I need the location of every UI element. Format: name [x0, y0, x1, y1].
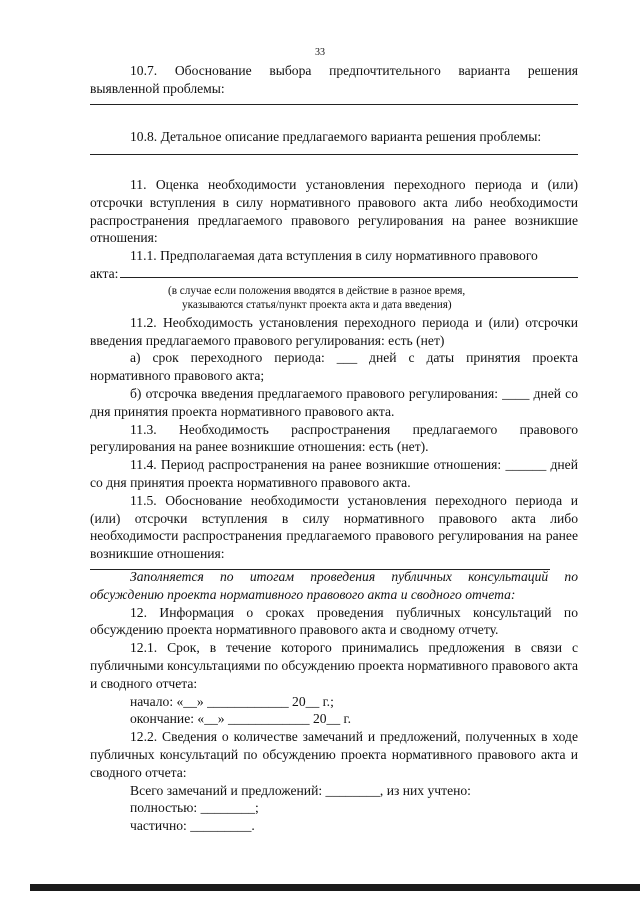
section-11-1-date-line: [90, 265, 578, 283]
note: [90, 284, 578, 313]
section-10-8-text: 10.8. Детальное описание предлагаемого варианта решения проблемы:: [130, 129, 542, 144]
total-count: Всего замечаний и предложений: ________, из них учтено:: [130, 782, 471, 798]
page-number: 33: [315, 47, 325, 58]
section-11: [90, 176, 578, 570]
section-11-text: 11. Оценка необходимости установления переходного периода и (или) отсрочки вступления в силу нормативного правового акта либо необходимости распространения предлагаемого правового регулирования на ранее возникшие отношения:: [90, 177, 578, 246]
section-11-2-text: 11.2. Необходимость установления переходного периода и (или) отсрочки введения предлагаемого правового регулирования: есть (нет): [90, 314, 578, 348]
section-11-5-text: 11.5. Обоснование необходимости установления переходного периода и (или) отсрочки вступления в силу нормативного правового акта либо необходимости распространения предлагаемого правового регулирования на ранее возникшие отношения:: [90, 492, 578, 562]
akta-label: акта:: [90, 265, 119, 281]
scan-edge-bar: [30, 884, 640, 891]
answer-line: [90, 104, 578, 105]
section-10-8: [90, 128, 578, 155]
section-11-2-a-text: а) срок переходного периода: ___ дней с даты принятия проекта нормативного правового акта;: [90, 350, 578, 384]
section-11-4-text: 11.4. Период распространения на ранее возникшие отношения: ______ дней со дня принятия проекта нормативного правового акта.: [90, 457, 578, 490]
section-12: [90, 568, 578, 835]
note-line-1: (в случае если положения вводятся в действие в разное время,: [168, 284, 466, 297]
partially-count: частично: _________.: [130, 818, 255, 834]
answer-line: [90, 154, 578, 155]
start-date: начало: «__» ____________ 20__ г.;: [130, 693, 334, 709]
date-blank: [120, 266, 578, 278]
section-10-7-text: 10.7. Обоснование выбора предпочтительного варианта решения выявленной проблемы:: [90, 63, 578, 96]
section-12-1-text: 12.1. Срок, в течение которого принимались предложения в связи с публичными консультациями по обсуждению проекта нормативного правового акта и сводного отчета:: [90, 640, 578, 691]
section-10-7: [90, 62, 578, 105]
section-11-2-b-text: б) отсрочка введения предлагаемого правового регулирования: ____ дней со дня принятия проекта нормативного правового акта.: [90, 385, 578, 419]
section-12-2-text: 12.2. Сведения о количестве замечаний и предложений, полученных в ходе публичных консультаций по обсуждению проекта нормативного правового акта и сводного отчета:: [90, 729, 578, 780]
italic-note: Заполняется по итогам проведения публичных консультаций по обсуждению проекта нормативного правового акта и сводного отчета:: [90, 569, 578, 602]
note-line-2: указываются статья/пункт проекта акта и дата введения): [182, 299, 452, 312]
section-12-text: 12. Информация о сроках проведения публичных консультаций по обсуждению проекта нормативного правового акта и сводному отчету.: [90, 604, 578, 638]
end-date: окончание: «__» ____________ 20__ г.: [130, 711, 351, 727]
fully-count: полностью: ________;: [130, 800, 259, 816]
section-11-1-text: 11.1. Предполагаемая дата вступления в силу нормативного правового: [130, 248, 538, 264]
section-11-3-text: 11.3. Необходимость распространения предлагаемого правового регулирования на ранее возникшие отношения: есть (нет).: [90, 421, 578, 455]
